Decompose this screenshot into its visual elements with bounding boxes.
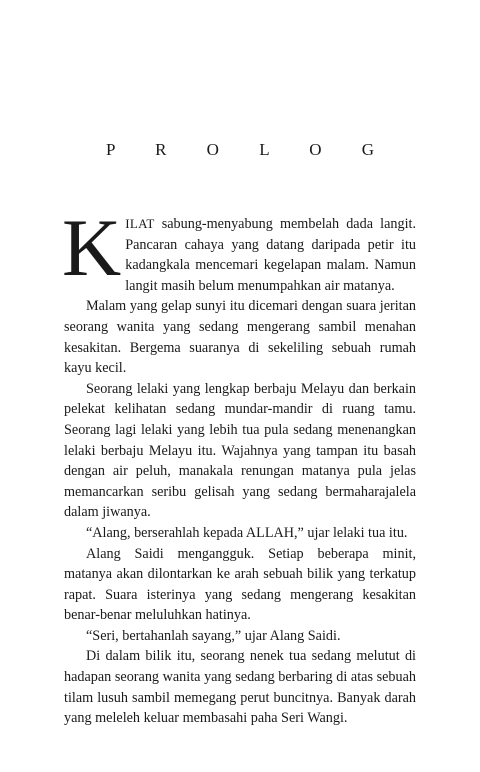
paragraph-6-dialogue: “Seri, bertahanlah sayang,” ujar Alang Saidi. [86, 627, 341, 644]
paragraph-2: Malam yang gelap sunyi itu dicemari dengan suara jeritan seorang wanita yang sedang mengerang sambil menahan kesakitan. Bergema suaranya di sekeliling sebuah rumah kayu kecil. [64, 298, 416, 377]
opening-lead-word: ILAT [125, 216, 155, 231]
chapter-heading: P R O L O G [106, 140, 392, 159]
paragraph-4-dialogue: “Alang, berserahlah kepada ALLAH,” ujar lelaki tua itu. [86, 524, 408, 541]
paragraph-7: Di dalam bilik itu, seorang nenek tua sedang melutut di hadapan seorang wanita yang sedang berbaring di atas sebuah tilam lusuh sambil memegang perut buncitnya. Banyak darah yang meleleh keluar membasahi paha Seri Wangi. [64, 648, 416, 727]
chapter-body [62, 202, 416, 729]
paragraph-3: Seorang lelaki yang lengkap berbaju Melayu dan berkain pelekat kelihatan sedang mundar-mandir di ruang tamu. Seorang lagi lelaki yang lebih tua pula sedang menenangkan lelaki berbaju Melayu itu. Wajahnya yang tampan itu basah dengan air peluh, manakala renungan matanya pula jelas memancarkan seribu gelisah yang sedang bermaharajalela dalam jiwanya. [64, 380, 416, 521]
paragraph-5: Alang Saidi mengangguk. Setiap beberapa minit, matanya akan dilontarkan ke arah sebuah bilik yang terkatup rapat. Suara isterinya yang sedang mengerang kesakitan benar-benar meluluhkan hatinya. [64, 545, 416, 624]
drop-cap: K [62, 202, 122, 293]
opening-text: sabung-menyabung membelah dada langit. Pancaran cahaya yang datang daripada petir itu kadangkala mencemari kegelapan malam. Namun langit masih belum menumpahkan air matanya. [125, 216, 416, 294]
opening-paragraph [62, 202, 416, 296]
